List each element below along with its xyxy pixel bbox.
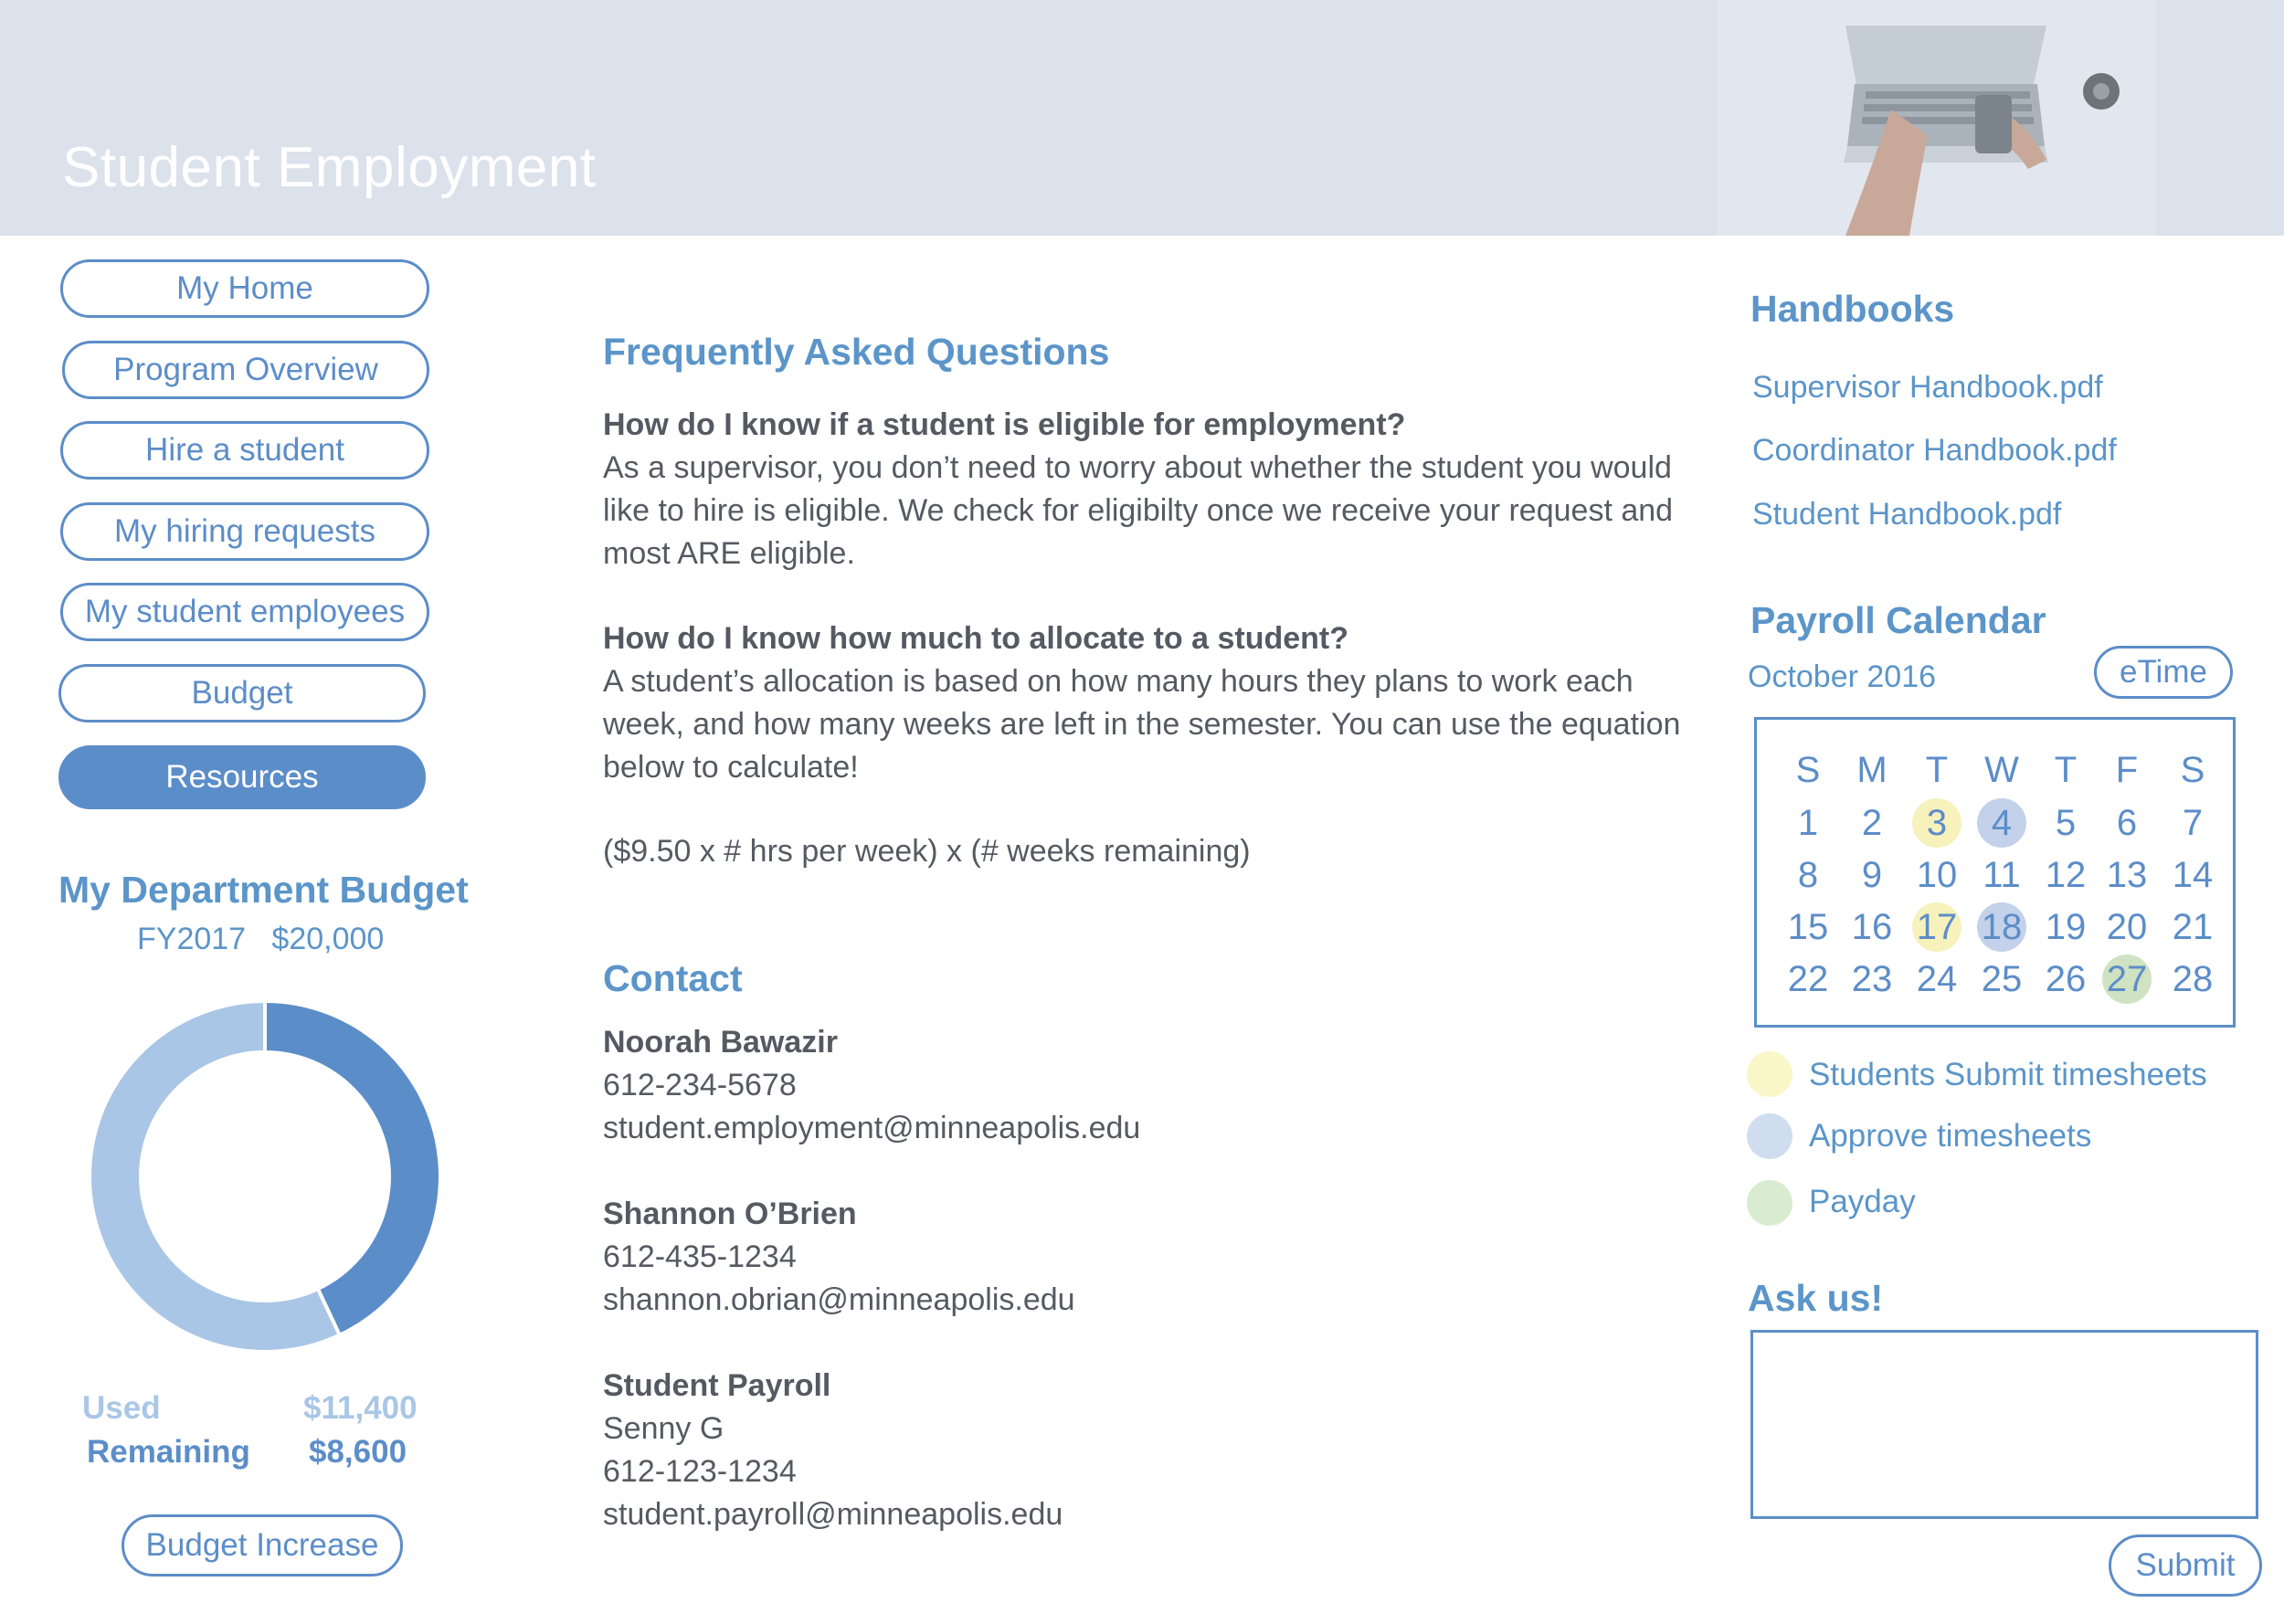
calendar-day[interactable]: 4 <box>1977 798 2026 848</box>
nav-program-overview[interactable]: Program Overview <box>62 341 429 399</box>
calendar-day[interactable]: 22 <box>1787 958 1829 999</box>
handbook-link-supervisor[interactable]: Supervisor Handbook.pdf <box>1752 370 2103 405</box>
calendar-day[interactable]: 19 <box>2045 906 2087 947</box>
calendar-weekday-header: F <box>2115 749 2139 790</box>
legend-label-approve: Approve timesheets <box>1809 1118 2092 1154</box>
calendar-weekday-header: S <box>1795 749 1821 790</box>
faq-question: How do I know how much to allocate to a student? <box>603 621 1349 656</box>
calendar-day[interactable]: 9 <box>1861 854 1883 895</box>
legend-used-label: Used <box>82 1390 161 1426</box>
faq-title: Frequently Asked Questions <box>603 331 1110 373</box>
ask-title: Ask us! <box>1748 1277 1884 1319</box>
ask-question-textarea[interactable] <box>1750 1330 2258 1519</box>
calendar-day[interactable]: 28 <box>2172 958 2214 999</box>
calendar-day[interactable]: 26 <box>2045 958 2087 999</box>
page-title: Student Employment <box>62 136 597 199</box>
donut-slice-remaining <box>265 1001 440 1335</box>
calendar-day[interactable]: 6 <box>2116 802 2138 843</box>
calendar-day[interactable]: 10 <box>1916 854 1958 895</box>
handbook-link-coordinator[interactable]: Coordinator Handbook.pdf <box>1752 433 2117 468</box>
contact-phone: 612-234-5678 <box>603 1068 797 1102</box>
budget-increase-button[interactable]: Budget Increase <box>122 1514 403 1577</box>
calendar-day[interactable]: 8 <box>1797 854 1819 895</box>
handbook-link-student[interactable]: Student Handbook.pdf <box>1752 497 2062 532</box>
contact-title: Contact <box>603 957 743 999</box>
calendar-day[interactable]: 5 <box>2055 802 2077 843</box>
legend-dot-approve <box>1747 1113 1792 1159</box>
laptop-photo-image <box>1718 0 2156 236</box>
calendar-day[interactable]: 11 <box>1983 854 2021 895</box>
faq-equation: ($9.50 x # hrs per week) x (# weeks remaining) <box>603 834 1251 869</box>
calendar-weekday-header: S <box>2180 749 2205 790</box>
contact-email: student.employment@minneapolis.edu <box>603 1111 1141 1145</box>
legend-dot-payday <box>1747 1180 1792 1226</box>
legend-label-submit: Students Submit timesheets <box>1809 1057 2207 1092</box>
nav-budget[interactable]: Budget <box>58 664 426 722</box>
faq-answer: As a supervisor, you don’t need to worry about whether the student you would like to hire is eligible. We check for eligibilty once we receive your request and most ARE eligible. <box>603 450 1674 571</box>
calendar-weekday-header: T <box>2054 749 2078 790</box>
contact-phone: 612-435-1234 <box>603 1239 797 1274</box>
calendar-weekday-header: W <box>1984 749 2019 790</box>
calendar-day[interactable]: 14 <box>2172 854 2214 895</box>
contact-name: Shannon O’Brien <box>603 1197 857 1231</box>
nav-resources[interactable]: Resources <box>58 745 426 809</box>
calendar-month-label: October 2016 <box>1748 659 1937 694</box>
nav-my-hiring-requests[interactable]: My hiring requests <box>60 502 429 561</box>
payroll-calendar-grid <box>1754 717 2236 1028</box>
contact-name: Student Payroll <box>603 1368 831 1403</box>
calendar-day[interactable]: 13 <box>2106 854 2148 895</box>
calendar-day[interactable]: 12 <box>2045 854 2087 895</box>
calendar-day[interactable]: 3 <box>1912 798 1961 848</box>
contact-email: student.payroll@minneapolis.edu <box>603 1497 1063 1532</box>
calendar-day[interactable]: 18 <box>1977 902 2026 952</box>
calendar-day[interactable]: 21 <box>2172 906 2214 947</box>
faq-answer: A student’s allocation is based on how many hours they plans to work each week, and how many weeks are left in the semester. You can use the equation below to calculate! <box>603 664 1681 785</box>
page-header <box>0 0 2284 236</box>
budget-donut-chart <box>87 998 443 1355</box>
contact-name: Noorah Bawazir <box>603 1025 838 1060</box>
submit-button[interactable]: Submit <box>2109 1534 2262 1597</box>
contact-phone: 612-123-1234 <box>603 1454 797 1489</box>
legend-remaining-value: $8,600 <box>309 1434 407 1470</box>
calendar-weekday-header: M <box>1856 749 1887 790</box>
nav-my-student-employees[interactable]: My student employees <box>60 583 429 641</box>
payroll-calendar-title: Payroll Calendar <box>1750 599 2046 641</box>
calendar-weekday-header: T <box>1925 749 1949 790</box>
calendar-day[interactable]: 27 <box>2102 954 2152 1004</box>
nav-hire-a-student[interactable]: Hire a student <box>60 421 429 480</box>
legend-remaining-label: Remaining <box>87 1434 250 1470</box>
handbooks-title: Handbooks <box>1750 288 1955 330</box>
contact-email: shannon.obrian@minneapolis.edu <box>603 1282 1075 1317</box>
calendar-day[interactable]: 24 <box>1916 958 1958 999</box>
legend-label-payday: Payday <box>1809 1184 1916 1219</box>
calendar-day[interactable]: 16 <box>1851 906 1893 947</box>
legend-used-value: $11,400 <box>303 1390 418 1426</box>
budget-fiscal-year: FY2017 $20,000 <box>137 922 385 956</box>
calendar-day[interactable]: 23 <box>1851 958 1893 999</box>
etime-button[interactable]: eTime <box>2094 646 2233 699</box>
legend-dot-submit <box>1747 1051 1792 1097</box>
budget-title: My Department Budget <box>58 869 469 911</box>
calendar-day[interactable]: 17 <box>1912 902 1961 952</box>
calendar-day[interactable]: 20 <box>2106 906 2148 947</box>
calendar-day[interactable]: 15 <box>1787 906 1829 947</box>
nav-my-home[interactable]: My Home <box>60 259 429 318</box>
faq-question: How do I know if a student is eligible for employment? <box>603 407 1406 442</box>
calendar-day[interactable]: 2 <box>1861 802 1883 843</box>
calendar-day[interactable]: 7 <box>2182 802 2204 843</box>
contact-subname: Senny G <box>603 1411 724 1446</box>
calendar-day[interactable]: 25 <box>1981 958 2023 999</box>
calendar-day[interactable]: 1 <box>1797 802 1819 843</box>
